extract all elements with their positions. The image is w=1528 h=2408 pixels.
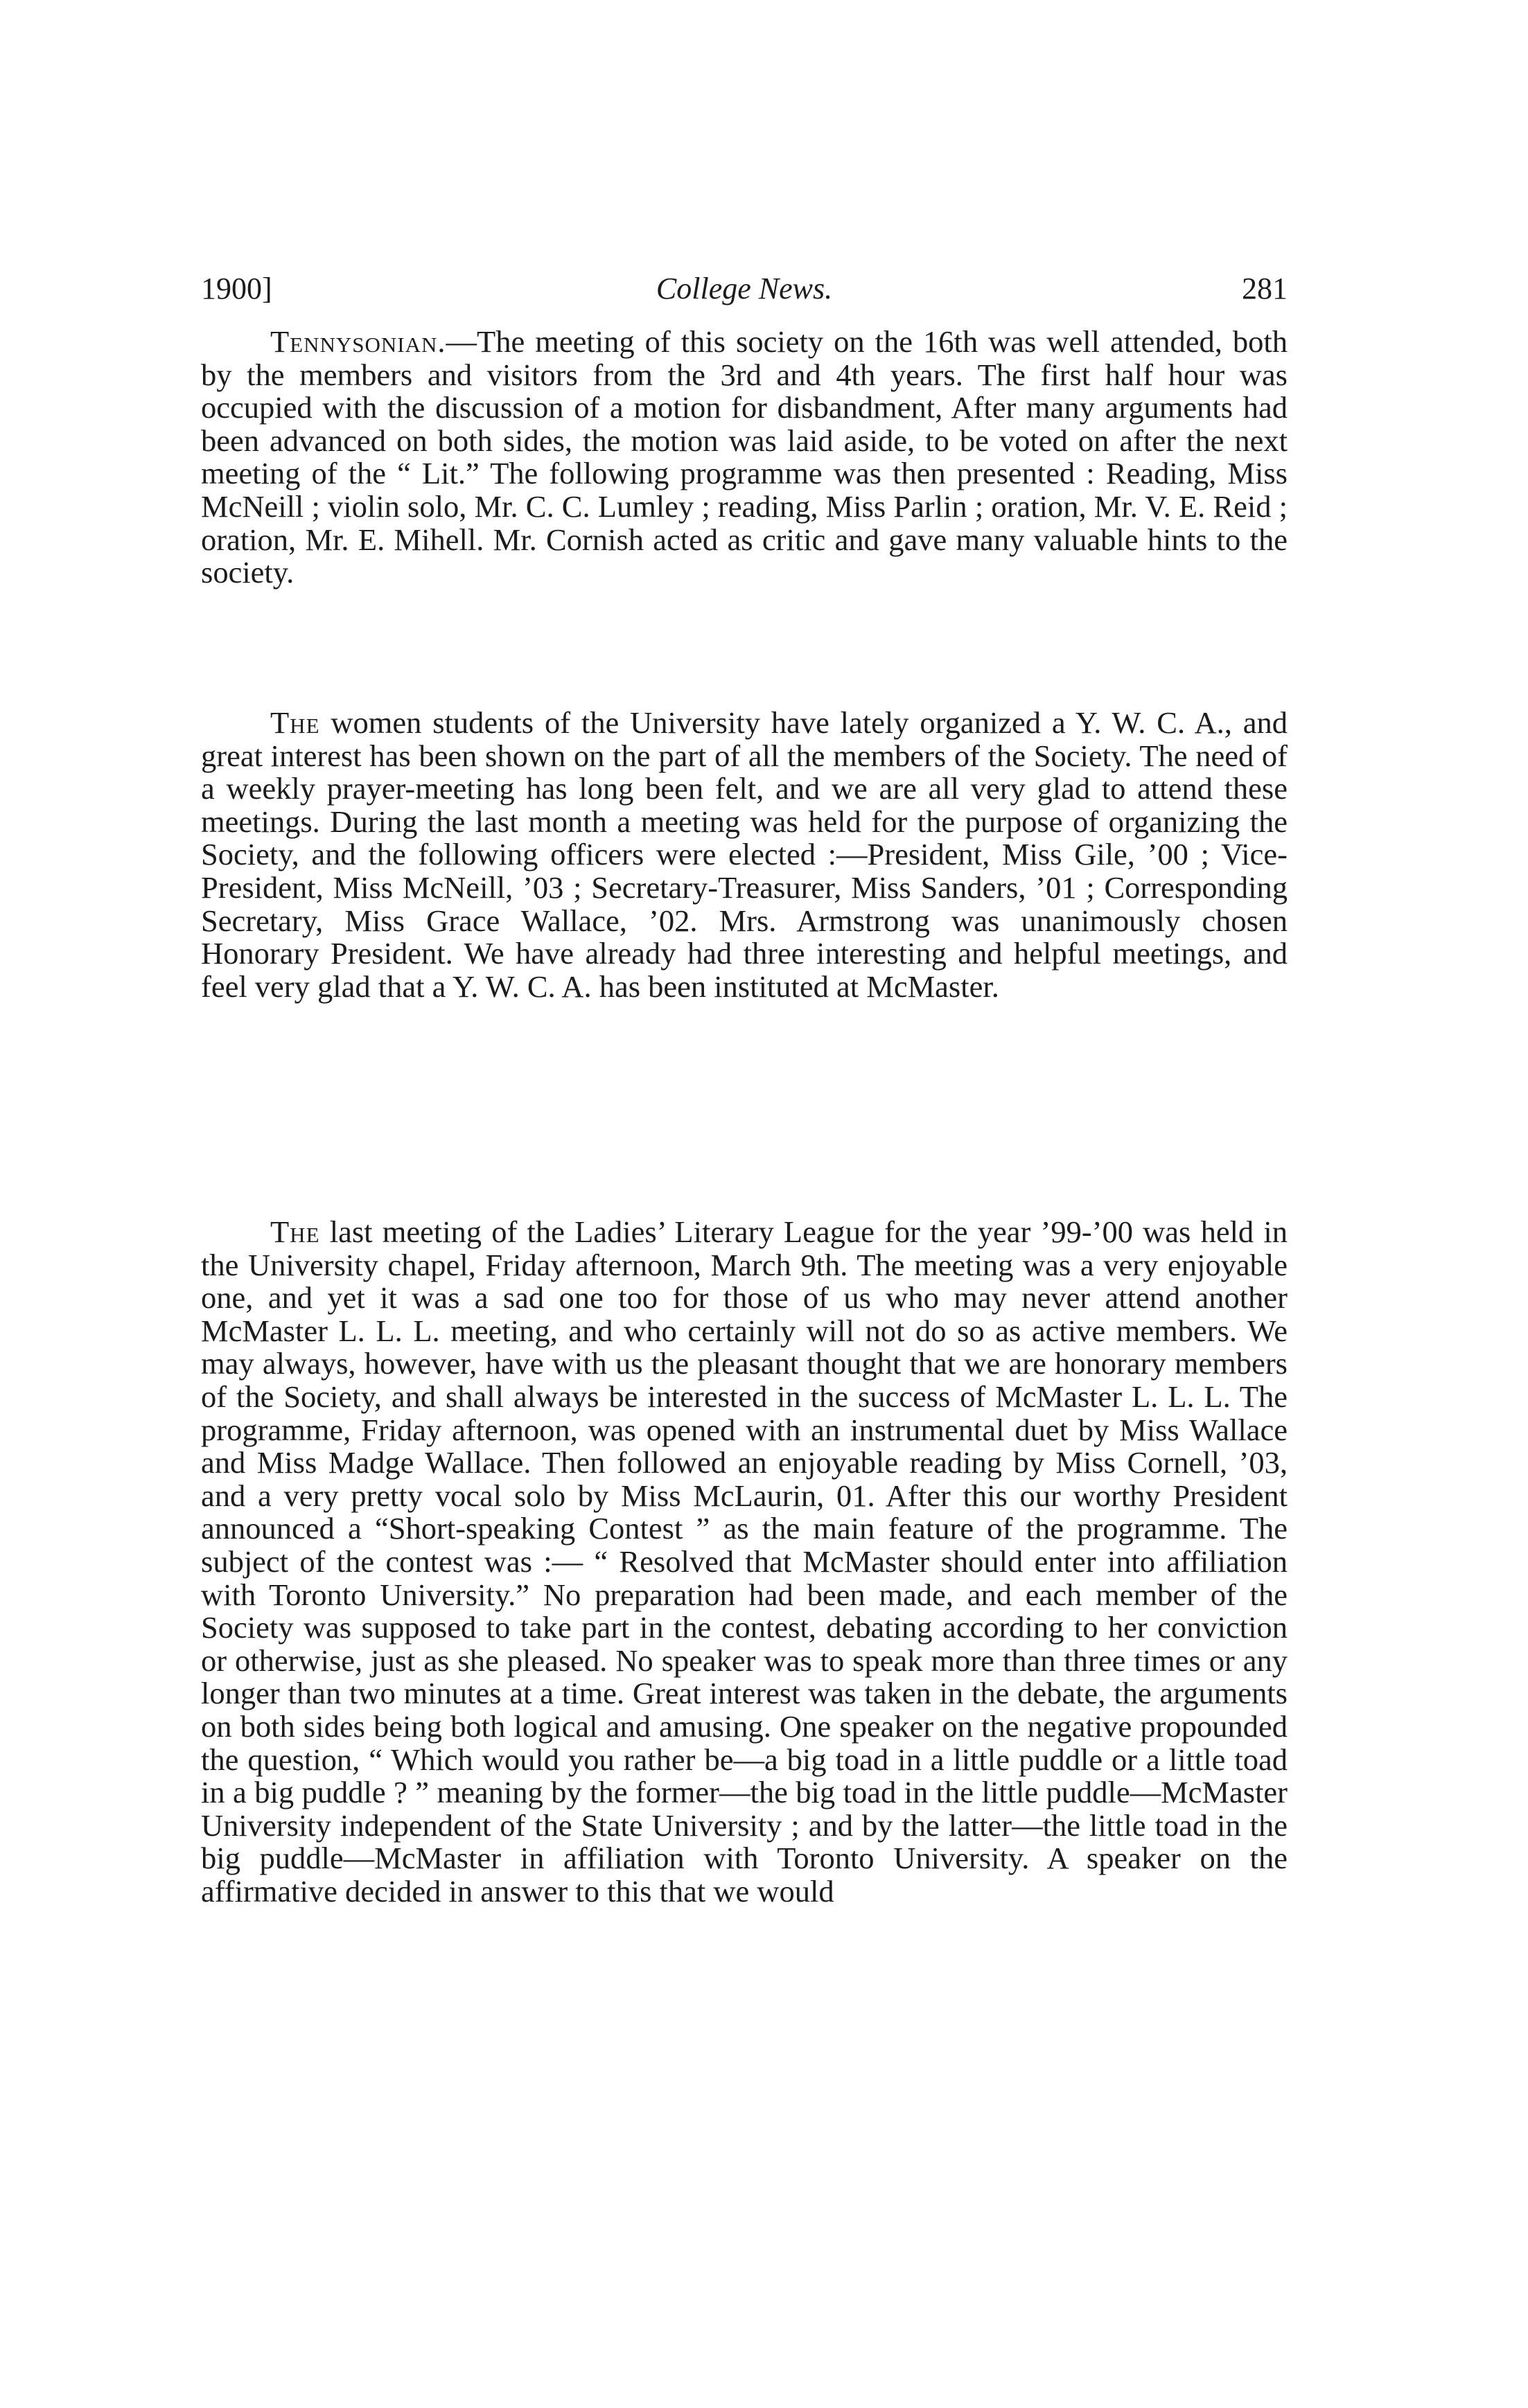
paragraph-ywca — [201, 707, 1288, 1003]
header-year: 1900] — [201, 272, 272, 306]
paragraph-text: —The meeting of this society on the 16th was well attended, both by the members and visitors from the 3rd and 4th years. The first half hour was occupied with the discussion of a motion for disbandment, After many arguments had been advanced on both sides, the motion was laid aside, to be voted on after the next meeting of the “ Lit.” The following programme was then presented : Reading, Miss McNeill ; violin solo, Mr. C. C. Lumley ; reading, Miss Parlin ; oration, Mr. V. E. Reid ; oration, Mr. E. Mihell. Mr. Cornish acted as critic and gave many valuable hints to the society. — [201, 324, 1288, 590]
page-number: 281 — [1242, 272, 1288, 306]
paragraph-literary-league — [201, 1216, 1288, 1908]
running-header — [201, 265, 1288, 313]
paragraph-text: women students of the University have lately organized a Y. W. C. A., and great interest has been shown on the part of all the members of the Society. The need of a weekly prayer-meeting has long been felt, and we are all very glad to attend these meetings. During the last month a meeting was held for the purpose of organizing the Society, and the following officers were elected :—President, Miss Gile, ’00 ; Vice-President, Miss McNeill, ’03 ; Secretary-Treasurer, Miss Sanders, ’01 ; Corresponding Secretary, Miss Grace Wallace, ’02. Mrs. Armstrong was unanimously chosen Honorary President. We have already had three interesting and helpful meetings, and feel very glad that a Y. W. C. A. has been instituted at McMaster. — [201, 705, 1288, 1004]
paragraph-lead: The — [270, 1214, 320, 1249]
paragraph-lead: The — [270, 705, 320, 740]
paragraph-text: last meeting of the Ladies’ Literary League for the year ’99-’00 was held in the University chapel, Friday afternoon, March 9th. The meeting was a very enjoyable one, and yet it was a sad one too for those of us who may never attend another McMaster L. L. L. meeting, and who certainly will not do so as active members. We may always, however, have with us the pleasant thought that we are honorary members of the Society, and shall always be interested in the success of McMaster L. L. L. The programme, Friday afternoon, was opened with an instrumental duet by Miss Wallace and Miss Madge Wallace. Then followed an enjoyable reading by Miss Cornell, ’03, and a very pretty vocal solo by Miss McLaurin, 01. After this our worthy President announced a “Short-speaking Contest ” as the main feature of the programme. The subject of the contest was :— “ Resolved that McMaster should enter into affiliation with Toronto University.” No preparation had been made, and each member of the Society was supposed to take part in the contest, debating according to her conviction or otherwise, just as she pleased. No speaker was to speak more than three times or any longer than two minutes at a time. Great interest was taken in the debate, the arguments on both sides being both logical and amusing. One speaker on the negative propounded the question, “ Which would you rather be—a big toad in a little puddle or a little toad in a big puddle ? ” meaning by the former—the big toad in the little puddle—McMaster University independent of the State University ; and by the latter—the little toad in the big puddle—McMaster in affiliation with Toronto University. A speaker on the affirmative decided in answer to this that we would — [201, 1214, 1288, 1909]
header-title: College News. — [656, 272, 833, 306]
paragraph-tennysonian — [201, 326, 1288, 590]
paragraph-lead: Tennysonian. — [270, 324, 446, 359]
